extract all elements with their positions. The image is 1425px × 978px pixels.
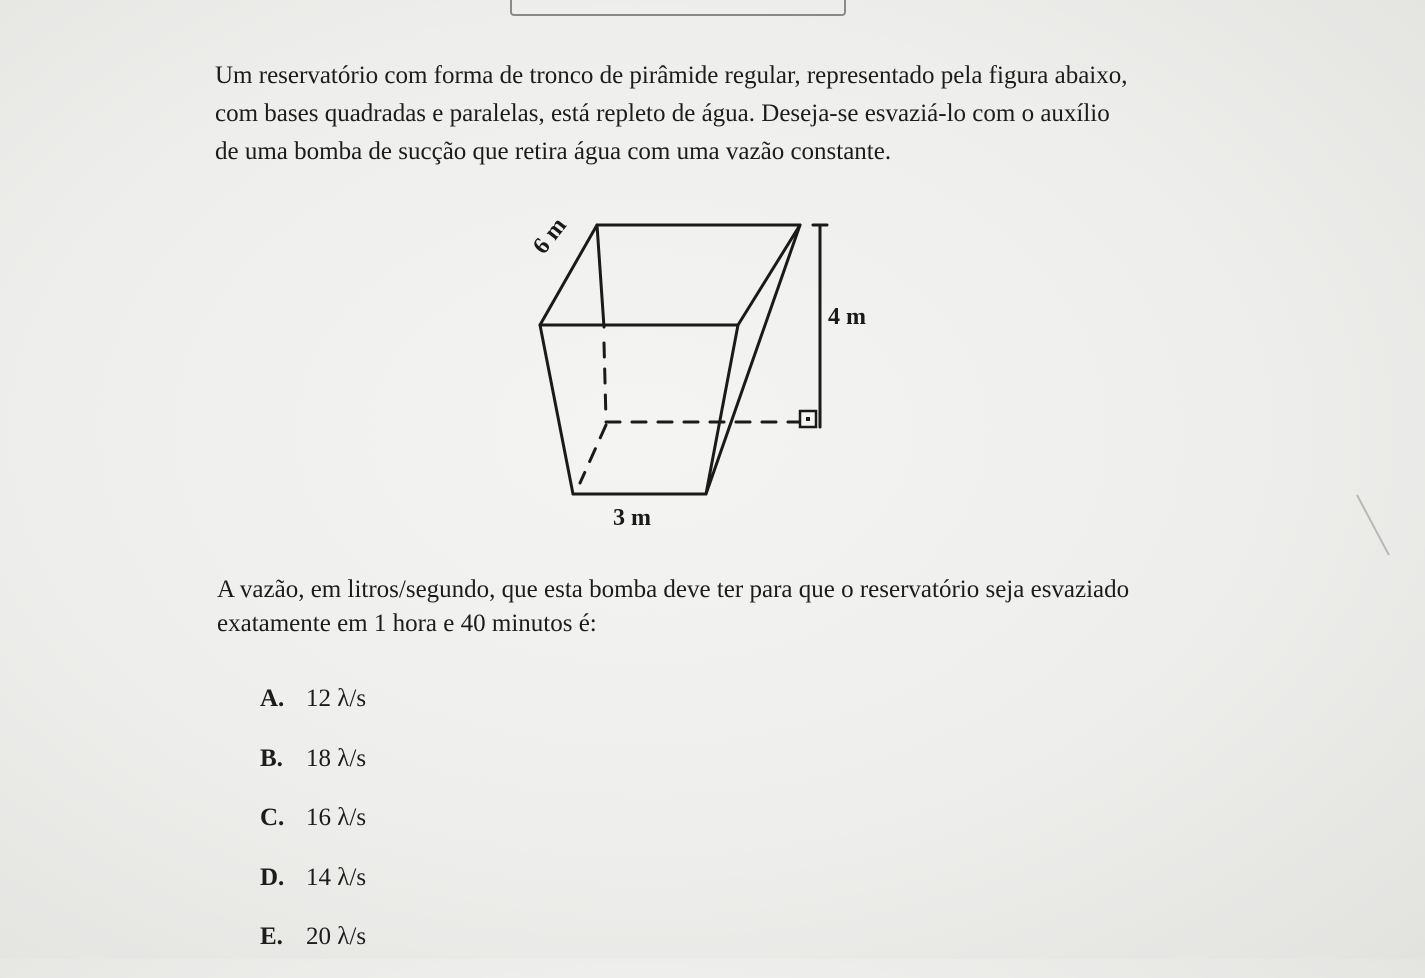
front-left-lateral-edge xyxy=(540,325,573,494)
option-value: 20 λ/s xyxy=(306,923,367,950)
option-value: 16 λ/s xyxy=(306,804,367,831)
hidden-back-left-edge xyxy=(604,343,606,420)
frustum-diagram xyxy=(520,215,900,545)
option-value: 12 λ/s xyxy=(306,685,367,712)
question-line: A vazão, em litros/segundo, que esta bomba deve ter para que o reservatório seja esvaziado xyxy=(217,576,1130,603)
top-edge-label: 6 m xyxy=(528,213,572,260)
option-a[interactable] xyxy=(260,680,366,740)
height-label: 4 m xyxy=(828,304,866,330)
answer-options xyxy=(260,680,366,978)
option-d[interactable] xyxy=(260,859,366,919)
paper-scratch-mark xyxy=(1356,495,1390,556)
intro-line: Um reservatório com forma de tronco de pirâmide regular, representado pela figura abaixo, xyxy=(215,62,1128,89)
option-letter: E. xyxy=(260,923,283,950)
front-right-lateral-edge xyxy=(706,325,738,494)
back-right-lateral-edge xyxy=(706,225,800,494)
intro-line: de uma bomba de sucção que retira água com uma vazão constante. xyxy=(215,138,892,165)
question-line: exatamente em 1 hora e 40 minutos é: xyxy=(217,610,597,637)
option-c[interactable] xyxy=(260,799,366,859)
hidden-bottom-left-edge xyxy=(580,425,606,483)
problem-intro xyxy=(215,57,1305,171)
frustum-figure xyxy=(520,215,900,545)
right-angle-dot xyxy=(806,417,810,421)
back-left-lateral-edge-visible xyxy=(597,225,604,327)
option-letter: B. xyxy=(260,744,283,772)
top-tab-frame xyxy=(510,0,846,16)
option-letter: D. xyxy=(260,863,285,891)
option-letter: C. xyxy=(260,804,285,831)
option-letter: A. xyxy=(260,685,285,712)
option-value: 14 λ/s xyxy=(306,863,367,891)
option-b[interactable] xyxy=(260,740,366,800)
option-e[interactable] xyxy=(260,918,366,978)
question-text xyxy=(217,573,1297,641)
intro-line: com bases quadradas e paralelas, está repleto de água. Deseja-se esvaziá-lo com o auxílio xyxy=(215,100,1110,127)
base-edge-label: 3 m xyxy=(613,505,651,531)
option-value: 18 λ/s xyxy=(306,744,367,772)
